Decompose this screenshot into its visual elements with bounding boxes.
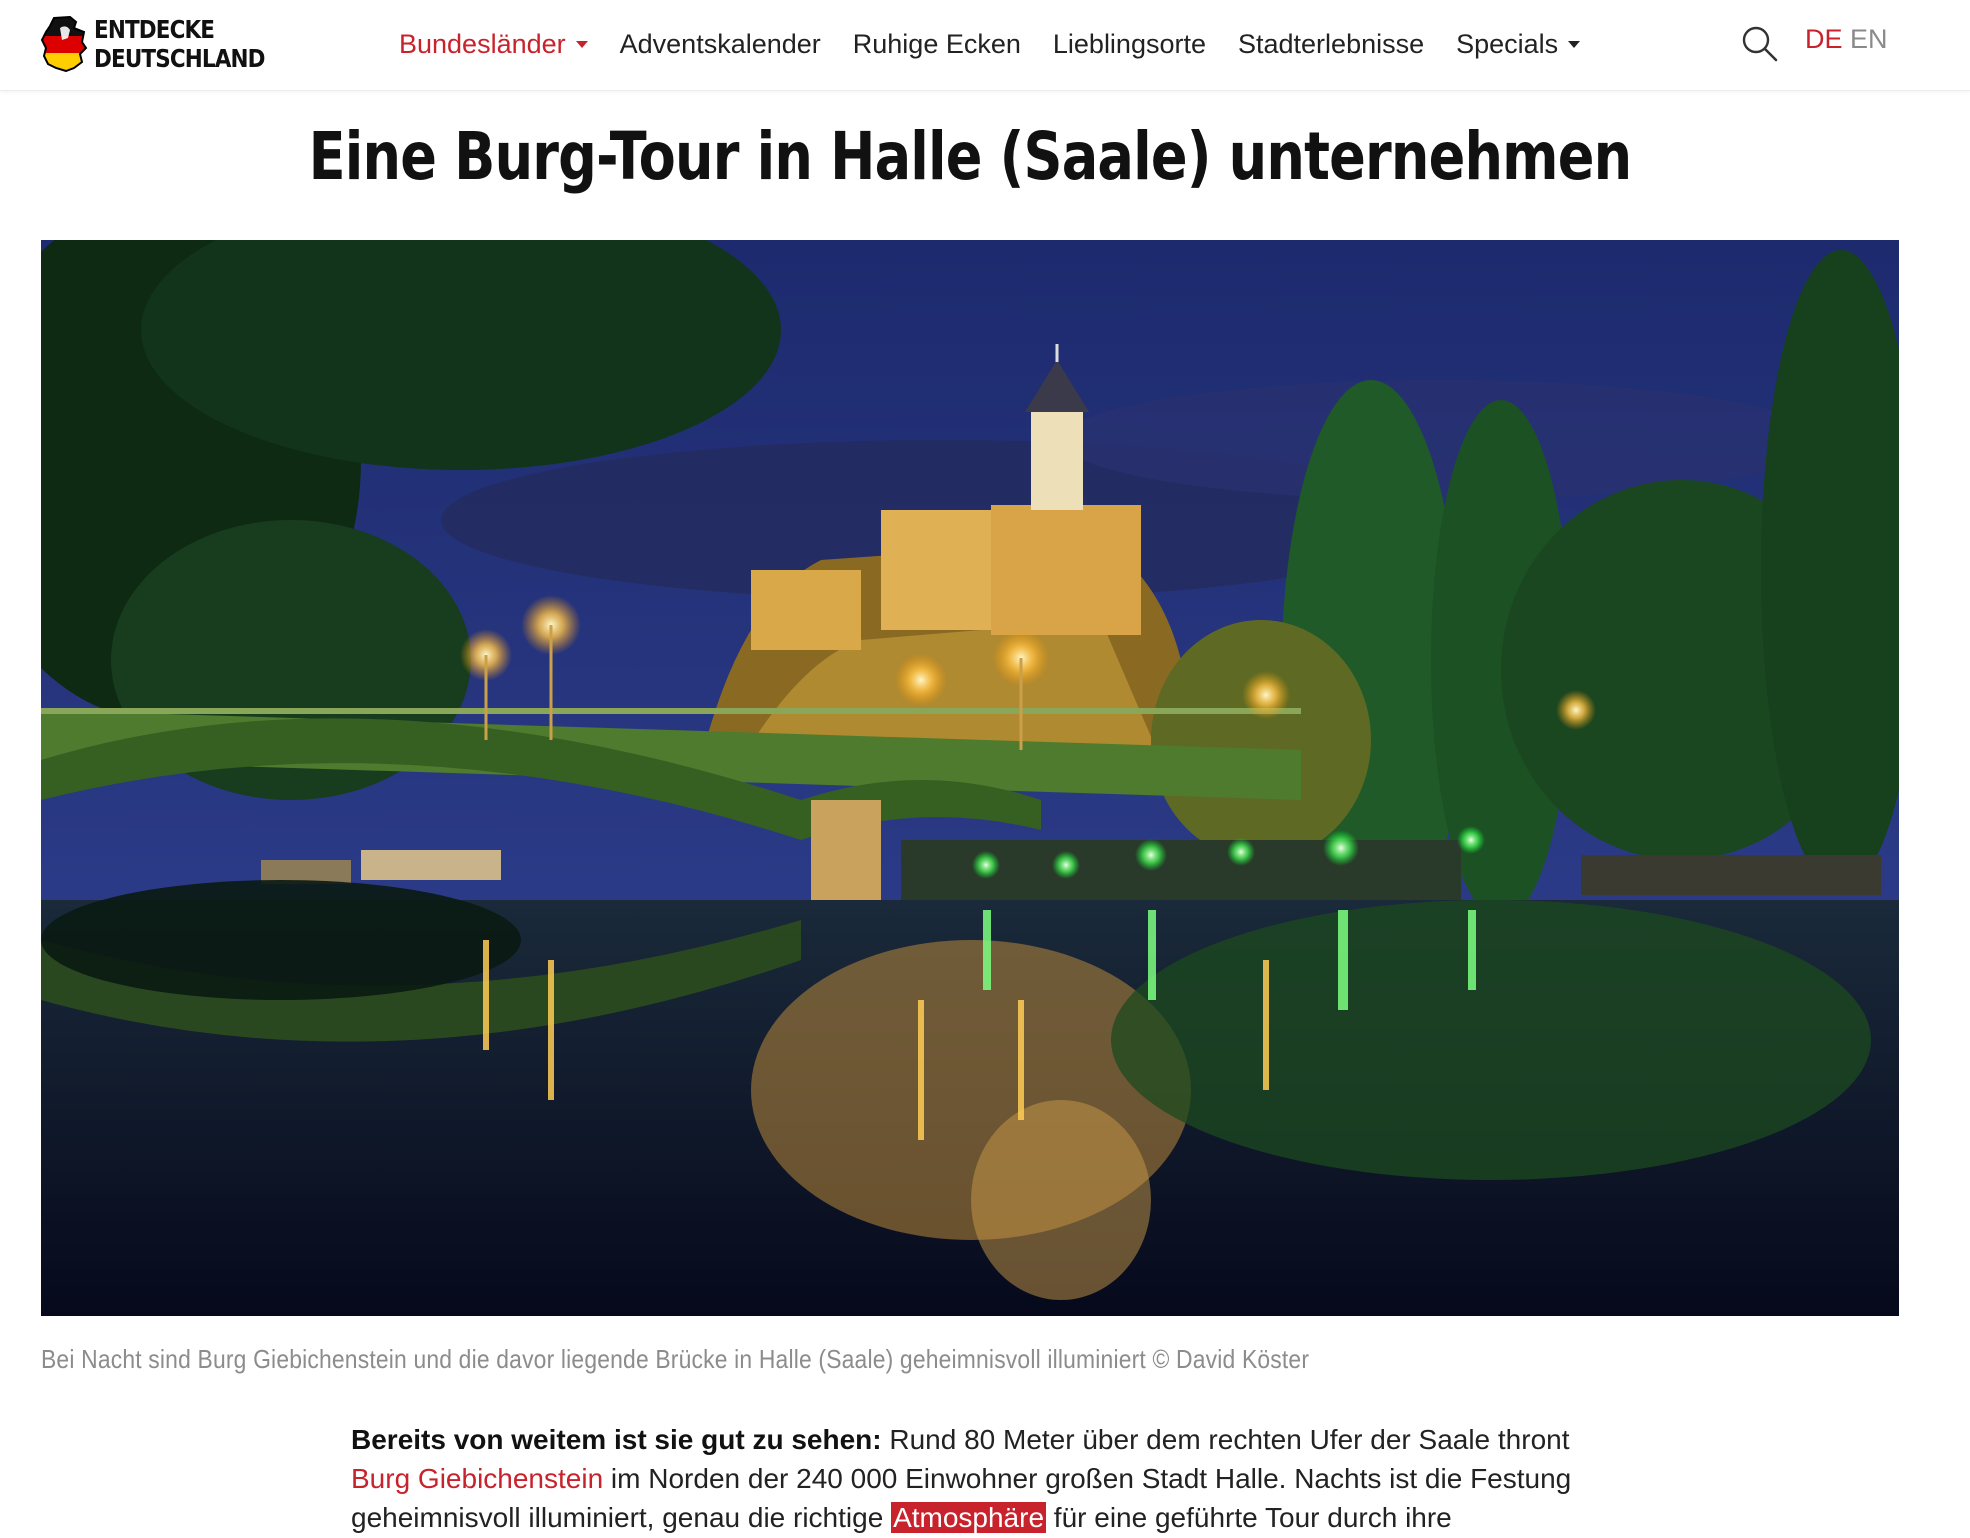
chevron-down-icon <box>576 41 588 48</box>
hero-image <box>41 240 1899 1316</box>
atmosphaere-highlight[interactable]: Atmosphäre <box>893 1502 1045 1533</box>
brand-line-1: ENTDECKE <box>94 15 215 44</box>
nav-item-label: Lieblingsorte <box>1052 28 1206 59</box>
nav-item-stadterlebnisse[interactable] <box>1238 29 1424 60</box>
site-header <box>0 0 1970 91</box>
nav-item-label: Ruhige Ecken <box>852 28 1021 59</box>
burg-giebichenstein-link[interactable]: Burg Giebichenstein <box>351 1463 604 1494</box>
castle-night-photo <box>41 240 1899 1316</box>
chevron-down-icon <box>1568 41 1580 48</box>
germany-map-icon <box>40 16 88 72</box>
lead-text-1: Rund 80 Meter über dem rechten Ufer der Saale thront <box>881 1424 1570 1455</box>
nav-item-bundeslaender[interactable] <box>399 29 588 60</box>
lang-de-link[interactable]: DE <box>1805 24 1843 54</box>
search-button[interactable] <box>1740 24 1780 64</box>
nav-item-label: Stadterlebnisse <box>1238 28 1425 59</box>
page-title: Eine Burg-Tour in Halle (Saale) unternehmen <box>308 118 1632 195</box>
lang-en-link[interactable]: EN <box>1850 24 1888 54</box>
brand-line-2: DEUTSCHLAND <box>94 44 265 73</box>
main-nav <box>399 22 1612 66</box>
nav-item-lieblingsorte[interactable] <box>1053 29 1206 60</box>
nav-item-ruhige-ecken[interactable] <box>853 29 1021 60</box>
nav-item-adventskalender[interactable] <box>620 29 821 60</box>
search-icon <box>1740 24 1780 64</box>
lead-bold: Bereits von weitem ist sie gut zu sehen: <box>351 1424 882 1455</box>
lead-text-3: für eine geführte Tour durch ihre <box>1046 1502 1452 1533</box>
nav-item-label: Adventskalender <box>619 28 821 59</box>
nav-item-specials[interactable] <box>1456 29 1580 60</box>
article-lead <box>351 1420 1611 1537</box>
brand-name <box>94 15 265 73</box>
nav-item-label: Bundesländer <box>399 28 566 59</box>
site-logo[interactable] <box>40 14 292 74</box>
nav-item-label: Specials <box>1456 28 1559 59</box>
hero-caption: Bei Nacht sind Burg Giebichenstein und die davor liegende Brücke in Halle (Saale) geheimnisvoll illuminiert © David Köster <box>41 1344 1310 1374</box>
lead-text-2: im Norden der 240 000 Einwohner großen Stadt Halle. Nachts ist die Festung geheimnisvoll illuminiert, genau die richtige <box>351 1463 1572 1533</box>
